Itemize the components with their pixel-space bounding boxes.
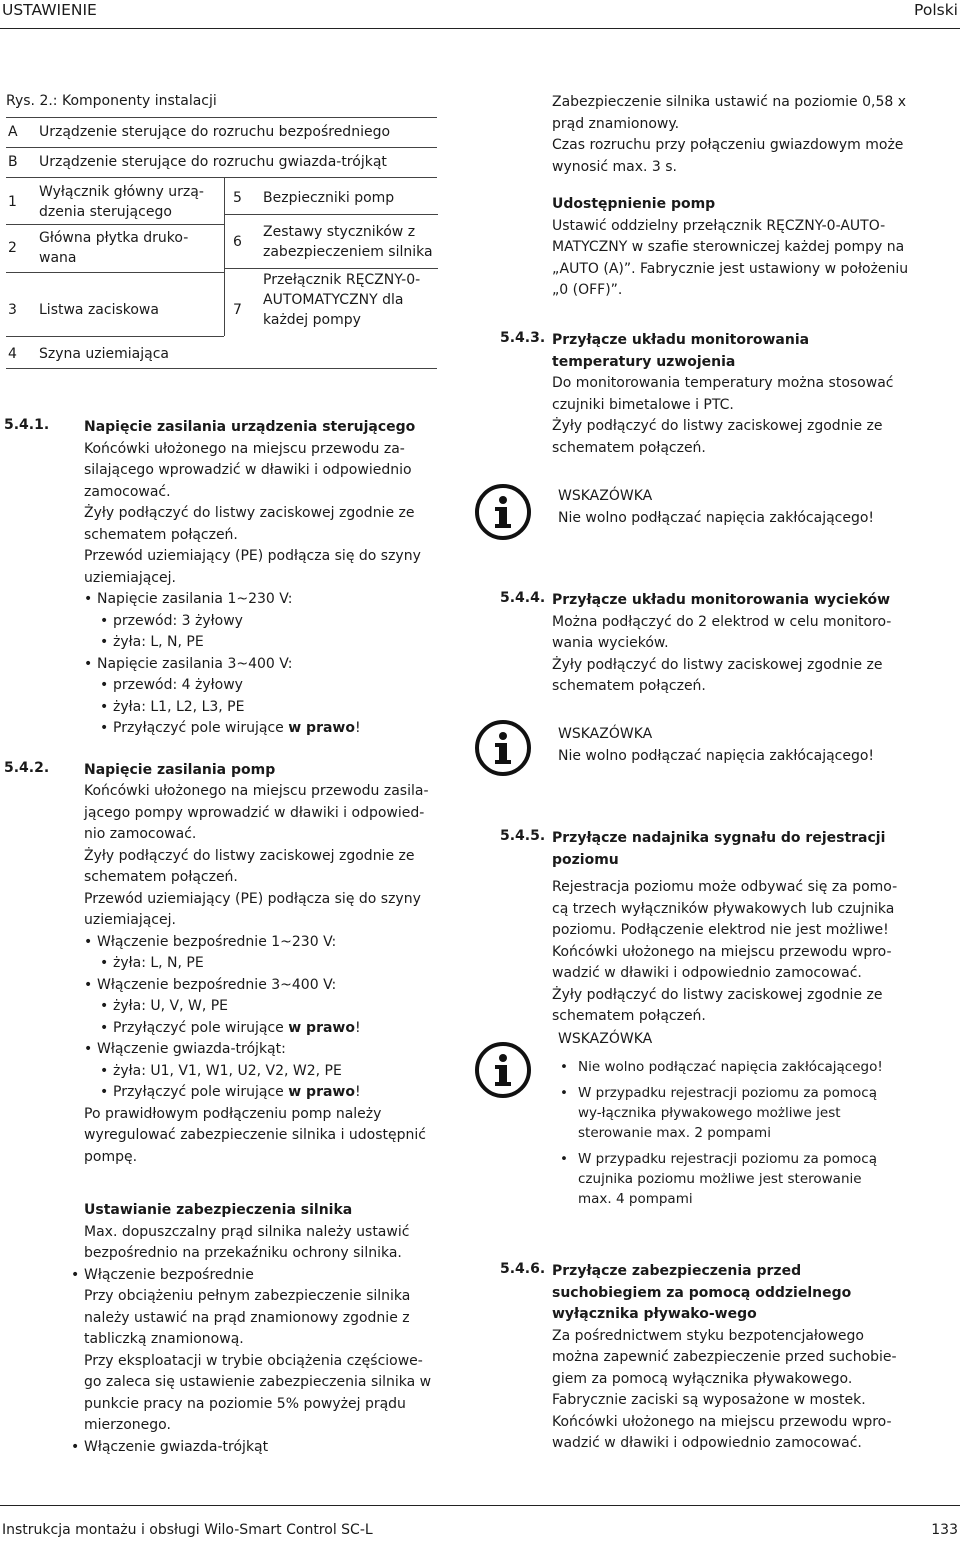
section-title: Przyłącze układu monitorowania wycieków xyxy=(552,592,891,608)
paragraph: Czas rozruchu przy połączeniu gwiazdowym może wynosić max. 3 s. xyxy=(552,137,904,175)
note-text: Nie wolno podłączać napięcia zakłócającego! xyxy=(558,748,875,764)
section-title: Przyłącze zabezpieczenia przed suchobiegiem za pomocą oddzielnego wyłącznika pływako-wego xyxy=(552,1263,852,1322)
paragraph: Do monitorowania temperatury można stosować czujniki bimetalowe i PTC. xyxy=(552,375,894,413)
list-item-text: Przyłączyć pole wirujące xyxy=(113,1019,289,1036)
list-item-text: Przyłączyć pole wirujące xyxy=(113,720,289,736)
row-text: Szyna uziemiająca xyxy=(39,346,169,362)
row-text: Przełącznik RĘCZNY-0-AUTOMATYCZNY dla każdej pompy xyxy=(263,272,421,328)
paragraph: Żyły podłączyć do listwy zaciskowej zgodnie ze schematem połączeń. xyxy=(84,505,415,543)
row-text: Wyłącznik główny urzą-dzenia sterującego xyxy=(39,184,204,220)
list-item: • Włączenie bezpośrednie 1~230 V: xyxy=(84,932,440,954)
paragraph: Można podłączyć do 2 elektrod w celu monitoro-wania wycieków. xyxy=(552,613,892,651)
paragraph: Przy eksploatacji w trybie obciążenia częściowe-go zaleca się ustawienie zabezpieczenia silnika w punkcie pracy na poziomie 5% powyżej prądu mierzonego. xyxy=(84,1352,432,1433)
divider xyxy=(6,272,224,273)
section-number: 5.4.2. xyxy=(4,759,50,776)
motor-protection xyxy=(84,1200,440,1458)
info-icon xyxy=(474,1041,532,1099)
paragraph: Końcówki ułożonego na miejscu przewodu za-silającego wprowadzić w dławiki i odpowiednio zamocować. xyxy=(84,440,412,500)
table-row xyxy=(6,117,437,148)
paragraph: Fabrycznie zaciski są wyposażone w mostek. xyxy=(552,1392,866,1408)
note-block xyxy=(558,1031,898,1215)
row-key: 2 xyxy=(8,240,17,256)
row-key: 4 xyxy=(8,346,17,362)
punct: ! xyxy=(354,1084,361,1100)
list-item xyxy=(84,718,440,740)
header-section-title: USTAWIENIE xyxy=(2,1,97,19)
right-body-top xyxy=(552,92,912,302)
subsection-title: Udostępnienie pomp xyxy=(552,196,716,212)
paragraph: Max. dopuszczalny prąd silnika należy ustawić bezpośrednio na przekaźniku ochrony silnika. xyxy=(84,1223,410,1261)
list-item xyxy=(84,1018,440,1040)
list-item: • żyła: L, N, PE xyxy=(84,953,440,975)
row-key: B xyxy=(8,154,18,170)
row-key: 6 xyxy=(233,234,242,250)
header-language: Polski xyxy=(914,1,958,19)
row-text: Listwa zaciskowa xyxy=(39,302,159,318)
header-rule xyxy=(0,28,960,29)
punct: ! xyxy=(354,1019,361,1036)
note-label: WSKAZÓWKA xyxy=(558,488,653,504)
emphasis: w prawo xyxy=(288,1019,355,1036)
table-row xyxy=(6,148,437,178)
paragraph: Żyły podłączyć do listwy zaciskowej zgodnie ze schematem połączeń. xyxy=(552,986,883,1024)
list-item: • żyła: L, N, PE xyxy=(84,632,440,654)
list-item: • Włączenie gwiazda-trójkąt: xyxy=(84,1039,440,1061)
list-item xyxy=(84,1082,440,1104)
section-5-4-5 xyxy=(500,828,912,1028)
list-item: • Włączenie bezpośrednie 3~400 V: xyxy=(84,975,440,997)
row-text: Urządzenie sterujące do rozruchu bezpośredniego xyxy=(39,124,391,140)
row-text: Główna płytka druko-wana xyxy=(39,230,189,266)
section-number: 5.4.6. xyxy=(500,1261,546,1277)
subsection-title: Ustawianie zabezpieczenia silnika xyxy=(84,1202,353,1218)
section-number: 5.4.4. xyxy=(500,590,546,606)
left-column xyxy=(6,178,224,368)
components-table xyxy=(6,117,437,369)
section-5-4-1 xyxy=(4,417,440,740)
section-5-4-6 xyxy=(500,1261,912,1455)
row-key: 7 xyxy=(233,302,242,318)
footer-rule xyxy=(0,1505,960,1506)
note-text: Nie wolno podłączać napięcia zakłócającego! xyxy=(558,510,875,526)
figure-caption: Rys. 2.: Komponenty instalacji xyxy=(6,93,217,109)
list-item-text: Przyłączyć pole wirujące xyxy=(113,1084,289,1100)
row-text: Urządzenie sterujące do rozruchu gwiazda-trójkąt xyxy=(39,154,387,170)
list-item: • Włączenie bezpośrednie xyxy=(71,1265,440,1287)
emphasis: w prawo xyxy=(288,720,355,736)
section-title: Napięcie zasilania urządzenia sterującego xyxy=(84,419,416,435)
section-title: Przyłącze nadajnika sygnału do rejestracji poziomu xyxy=(552,830,886,868)
note-label: WSKAZÓWKA xyxy=(558,726,653,742)
row-key: 5 xyxy=(233,190,242,206)
footer-doc-title: Instrukcja montażu i obsługi Wilo-Smart Control SC-L xyxy=(2,1522,373,1538)
list-item: • przewód: 4 żyłowy xyxy=(84,675,440,697)
divider xyxy=(6,224,224,225)
paragraph: Końcówki ułożonego na miejscu przewodu wpro-wadzić w dławiki i odpowiednio zamocować. xyxy=(552,943,892,981)
paragraph: Końcówki ułożonego na miejscu przewodu wpro-wadzić w dławiki i odpowiednio zamocować. xyxy=(552,1413,892,1451)
paragraph: Rejestracja poziomu może odbywać się za pomo-cą trzech wyłączników pływakowych lub czujnika poziomu. Podłączenie elektrod nie jest możliwe! xyxy=(552,879,898,938)
list-item: • żyła: U, V, W, PE xyxy=(84,996,440,1018)
note-label: WSKAZÓWKA xyxy=(558,1031,653,1047)
list-item: • przewód: 3 żyłowy xyxy=(84,611,440,633)
row-key: 3 xyxy=(8,302,17,318)
info-icon xyxy=(474,483,532,541)
divider xyxy=(225,268,438,269)
paragraph: Przewód uziemiający (PE) podłącza się do szyny uziemiającej. xyxy=(84,890,421,928)
row-key: 1 xyxy=(8,194,17,210)
paragraph: Przy obciążeniu pełnym zabezpieczenie silnika należy ustawić na prąd znamionowy zgodnie z tabliczką znamionową. xyxy=(84,1288,411,1347)
punct: ! xyxy=(354,720,361,736)
paragraph: Końcówki ułożonego na miejscu przewodu zasila-jącego pompy wprowadzić w dławiki i odpowied-nio zamocować. xyxy=(84,783,429,842)
right-column xyxy=(224,178,438,336)
paragraph: Żyły podłączyć do listwy zaciskowej zgodnie ze schematem połączeń. xyxy=(552,656,883,694)
section-5-4-4 xyxy=(500,590,912,698)
list-item: • W przypadku rejestracji poziomu za pomocą wy-łącznika pływakowego możliwe jest sterowanie max. 2 pompami xyxy=(558,1083,898,1143)
row-text: Zestawy styczników z zabezpieczeniem silnika xyxy=(263,224,433,260)
paragraph: Zabezpieczenie silnika ustawić na poziomie 0,58 x prąd znamionowy. xyxy=(552,94,906,132)
list-item: • Napięcie zasilania 1~230 V: xyxy=(84,589,440,611)
list-item: • Napięcie zasilania 3~400 V: xyxy=(84,654,440,676)
section-5-4-3 xyxy=(500,330,912,459)
section-number: 5.4.1. xyxy=(4,417,50,433)
paragraph: Żyły podłączyć do listwy zaciskowej zgodnie ze schematem połączeń. xyxy=(552,418,883,456)
row-key: A xyxy=(8,124,18,140)
table-split-rows xyxy=(6,178,437,369)
paragraph: Żyły podłączyć do listwy zaciskowej zgodnie ze schematem połączeń. xyxy=(84,847,415,885)
section-title: Przyłącze układu monitorowania temperatury uzwojenia xyxy=(552,332,810,370)
paragraph: Przewód uziemiający (PE) podłącza się do szyny uziemiającej. xyxy=(84,548,421,586)
list-item: • Włączenie gwiazda-trójkąt xyxy=(71,1437,440,1459)
left-body xyxy=(4,417,440,1458)
divider xyxy=(225,214,438,215)
emphasis: w prawo xyxy=(288,1084,355,1100)
paragraph: Po prawidłowym podłączeniu pomp należy wyregulować zabezpieczenie silnika i udostępnić pompę. xyxy=(84,1105,426,1165)
page-number: 133 xyxy=(931,1522,958,1538)
section-5-4-2 xyxy=(4,759,440,1169)
paragraph: Ustawić oddzielny przełącznik RĘCZNY-0-AUTO-MATYCZNY w szafie sterowniczej każdej pompy na „AUTO (A)”. Fabrycznie jest ustawiony w położeniu „0 (OFF)”. xyxy=(552,217,909,298)
list-item: • W przypadku rejestracji poziomu za pomocą czujnika poziomu możliwe jest sterowanie max. 4 pompami xyxy=(558,1149,898,1209)
list-item: • Nie wolno podłączać napięcia zakłócającego! xyxy=(558,1057,898,1077)
section-title: Napięcie zasilania pomp xyxy=(84,761,276,778)
row-text: Bezpieczniki pomp xyxy=(263,190,395,206)
section-number: 5.4.3. xyxy=(500,330,546,346)
divider xyxy=(6,336,224,337)
section-number: 5.4.5. xyxy=(500,828,546,844)
list-item: • żyła: U1, V1, W1, U2, V2, W2, PE xyxy=(84,1061,440,1083)
paragraph: Za pośrednictwem styku bezpotencjałowego można zapewnić zabezpieczenie przed suchobie-giem za pomocą wyłącznika pływakowego. xyxy=(552,1327,897,1387)
list-item: • żyła: L1, L2, L3, PE xyxy=(84,697,440,719)
info-icon xyxy=(474,719,532,777)
